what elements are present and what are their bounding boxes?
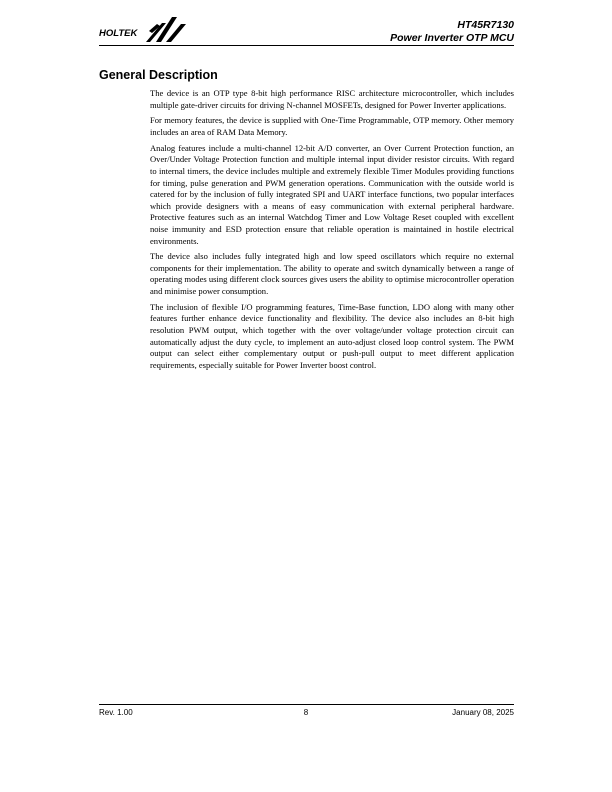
logo-emblem-icon [146, 17, 186, 42]
holtek-logo [99, 14, 187, 44]
body-paragraph: For memory features, the device is supplied with One-Time Programmable, OTP memory. Other memory includes an area of RAM Data Memory. [150, 115, 514, 137]
body-paragraph: The device is an OTP type 8-bit high performance RISC architecture microcontroller, which includes multiple gate-driver circuits for driving N-channel MOSFETs, designed for Power Inverter applications. [150, 88, 514, 110]
logo-wordmark: HOLTEK [99, 28, 138, 39]
footer-revision: Rev. 1.00 [99, 708, 133, 717]
footer-date: January 08, 2025 [452, 708, 514, 717]
document-title [390, 19, 514, 44]
section-heading: General Description [99, 68, 218, 82]
part-number: HT45R7130 [457, 19, 514, 31]
body-paragraph: The device also includes fully integrated high and low speed oscillators which require no external components for their implementation. The ability to operate and switch dynamically between a range of operating modes using different clock sources gives users the ability to optimise microcontroller operation and minimise power consumption. [150, 251, 514, 297]
header-divider [99, 45, 514, 46]
body-paragraph: The inclusion of flexible I/O programming features, Time-Base function, LDO along with many other features further enhance device functionality and flexibility. The device also includes an 8-bit high resolution PWM output, which together with the over voltage/under voltage protection circuit can automatically adjust the duty cycle, to implement an auto-adjust closed loop control system. The PWM output can select either complementary output or push-pull output to meet different application requirements, especially suitable for Power Inverter boost control. [150, 301, 514, 370]
section-body [150, 88, 514, 376]
footer-divider [99, 704, 514, 705]
footer-page-number: 8 [303, 708, 309, 717]
product-name: Power Inverter OTP MCU [390, 31, 514, 44]
body-paragraph: Analog features include a multi-channel 12-bit A/D converter, an Over Current Protection function, an Over/Under Voltage Protection function and multiple internal input divider resistor circuits. With regard to internal timers, the device includes multiple and extremely flexible Timer Modules providing functions for timing, pulse generation and PWM generation operations. Communication with the outside world is catered for by the inclusion of fully integrated SPI and UART interface functions, two popular interfaces which provide designers with a means of easy communication with external peripheral hardware. Protective features such as an internal Watchdog Timer and Low Voltage Reset coupled with excellent noise immunity and ESD protection ensure that reliable operation is maintained in hostile electrical environments. [150, 142, 514, 246]
